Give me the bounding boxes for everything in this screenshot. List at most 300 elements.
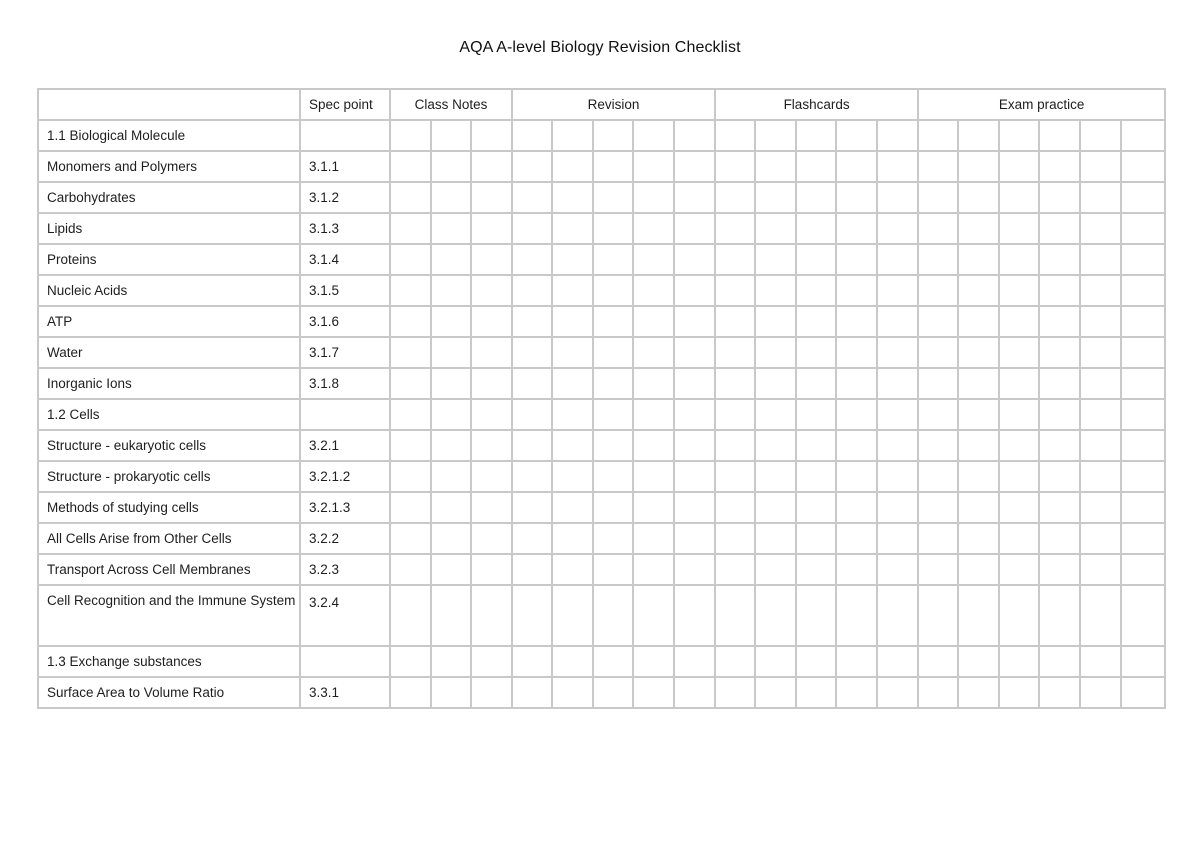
flashcards-box[interactable] <box>715 120 755 151</box>
exam-practice-box[interactable] <box>918 430 958 461</box>
exam-practice-box[interactable] <box>1080 244 1121 275</box>
flashcards-box[interactable] <box>836 182 877 213</box>
revision-box[interactable] <box>674 492 715 523</box>
exam-practice-box[interactable] <box>958 275 999 306</box>
flashcards-box[interactable] <box>836 368 877 399</box>
class-notes-box[interactable] <box>431 306 471 337</box>
exam-practice-box[interactable] <box>1039 677 1080 708</box>
flashcards-box[interactable] <box>755 151 796 182</box>
revision-box[interactable] <box>593 646 633 677</box>
class-notes-box[interactable] <box>431 554 471 585</box>
flashcards-box[interactable] <box>755 677 796 708</box>
flashcards-box[interactable] <box>836 151 877 182</box>
exam-practice-box[interactable] <box>1039 554 1080 585</box>
exam-practice-box[interactable] <box>999 182 1039 213</box>
revision-box[interactable] <box>552 492 593 523</box>
exam-practice-box[interactable] <box>958 585 999 646</box>
revision-box[interactable] <box>593 554 633 585</box>
revision-box[interactable] <box>633 523 674 554</box>
exam-practice-box[interactable] <box>958 554 999 585</box>
revision-box[interactable] <box>512 461 552 492</box>
exam-practice-box[interactable] <box>1121 120 1165 151</box>
revision-box[interactable] <box>593 523 633 554</box>
class-notes-box[interactable] <box>390 399 431 430</box>
flashcards-box[interactable] <box>877 337 918 368</box>
flashcards-box[interactable] <box>877 677 918 708</box>
flashcards-box[interactable] <box>796 213 836 244</box>
revision-box[interactable] <box>633 554 674 585</box>
class-notes-box[interactable] <box>431 646 471 677</box>
revision-box[interactable] <box>552 368 593 399</box>
revision-box[interactable] <box>593 120 633 151</box>
revision-box[interactable] <box>633 646 674 677</box>
flashcards-box[interactable] <box>796 492 836 523</box>
revision-box[interactable] <box>633 120 674 151</box>
exam-practice-box[interactable] <box>1039 182 1080 213</box>
revision-box[interactable] <box>512 244 552 275</box>
exam-practice-box[interactable] <box>1080 554 1121 585</box>
exam-practice-box[interactable] <box>1080 492 1121 523</box>
revision-box[interactable] <box>593 337 633 368</box>
exam-practice-box[interactable] <box>958 306 999 337</box>
exam-practice-box[interactable] <box>918 244 958 275</box>
revision-box[interactable] <box>633 337 674 368</box>
flashcards-box[interactable] <box>796 461 836 492</box>
class-notes-box[interactable] <box>471 120 512 151</box>
class-notes-box[interactable] <box>471 646 512 677</box>
exam-practice-box[interactable] <box>999 275 1039 306</box>
class-notes-box[interactable] <box>390 306 431 337</box>
flashcards-box[interactable] <box>715 399 755 430</box>
revision-box[interactable] <box>674 120 715 151</box>
revision-box[interactable] <box>512 523 552 554</box>
flashcards-box[interactable] <box>755 368 796 399</box>
flashcards-box[interactable] <box>755 306 796 337</box>
revision-box[interactable] <box>552 244 593 275</box>
revision-box[interactable] <box>552 585 593 646</box>
flashcards-box[interactable] <box>755 244 796 275</box>
flashcards-box[interactable] <box>755 120 796 151</box>
flashcards-box[interactable] <box>715 151 755 182</box>
exam-practice-box[interactable] <box>1080 275 1121 306</box>
class-notes-box[interactable] <box>471 337 512 368</box>
revision-box[interactable] <box>633 244 674 275</box>
exam-practice-box[interactable] <box>1080 120 1121 151</box>
flashcards-box[interactable] <box>877 399 918 430</box>
class-notes-box[interactable] <box>390 151 431 182</box>
class-notes-box[interactable] <box>390 368 431 399</box>
flashcards-box[interactable] <box>796 646 836 677</box>
flashcards-box[interactable] <box>877 182 918 213</box>
flashcards-box[interactable] <box>836 554 877 585</box>
class-notes-box[interactable] <box>431 182 471 213</box>
exam-practice-box[interactable] <box>918 151 958 182</box>
class-notes-box[interactable] <box>431 585 471 646</box>
flashcards-box[interactable] <box>877 554 918 585</box>
revision-box[interactable] <box>674 368 715 399</box>
flashcards-box[interactable] <box>796 151 836 182</box>
flashcards-box[interactable] <box>715 646 755 677</box>
revision-box[interactable] <box>593 151 633 182</box>
flashcards-box[interactable] <box>877 306 918 337</box>
exam-practice-box[interactable] <box>1080 585 1121 646</box>
class-notes-box[interactable] <box>431 677 471 708</box>
class-notes-box[interactable] <box>390 554 431 585</box>
exam-practice-box[interactable] <box>999 523 1039 554</box>
revision-box[interactable] <box>633 677 674 708</box>
flashcards-box[interactable] <box>715 492 755 523</box>
class-notes-box[interactable] <box>431 120 471 151</box>
revision-box[interactable] <box>633 585 674 646</box>
revision-box[interactable] <box>593 275 633 306</box>
revision-box[interactable] <box>674 213 715 244</box>
class-notes-box[interactable] <box>390 492 431 523</box>
revision-box[interactable] <box>552 646 593 677</box>
revision-box[interactable] <box>593 306 633 337</box>
flashcards-box[interactable] <box>836 120 877 151</box>
flashcards-box[interactable] <box>796 554 836 585</box>
flashcards-box[interactable] <box>796 306 836 337</box>
class-notes-box[interactable] <box>471 151 512 182</box>
exam-practice-box[interactable] <box>1121 306 1165 337</box>
flashcards-box[interactable] <box>715 306 755 337</box>
exam-practice-box[interactable] <box>999 492 1039 523</box>
revision-box[interactable] <box>674 646 715 677</box>
exam-practice-box[interactable] <box>918 368 958 399</box>
revision-box[interactable] <box>674 182 715 213</box>
flashcards-box[interactable] <box>715 244 755 275</box>
exam-practice-box[interactable] <box>918 337 958 368</box>
exam-practice-box[interactable] <box>1080 368 1121 399</box>
exam-practice-box[interactable] <box>1080 430 1121 461</box>
exam-practice-box[interactable] <box>1039 492 1080 523</box>
exam-practice-box[interactable] <box>958 461 999 492</box>
revision-box[interactable] <box>512 182 552 213</box>
exam-practice-box[interactable] <box>1039 461 1080 492</box>
revision-box[interactable] <box>552 306 593 337</box>
class-notes-box[interactable] <box>390 677 431 708</box>
revision-box[interactable] <box>674 275 715 306</box>
revision-box[interactable] <box>552 182 593 213</box>
flashcards-box[interactable] <box>715 430 755 461</box>
flashcards-box[interactable] <box>715 337 755 368</box>
exam-practice-box[interactable] <box>1121 554 1165 585</box>
revision-box[interactable] <box>593 677 633 708</box>
flashcards-box[interactable] <box>877 213 918 244</box>
exam-practice-box[interactable] <box>999 554 1039 585</box>
class-notes-box[interactable] <box>431 461 471 492</box>
exam-practice-box[interactable] <box>1039 646 1080 677</box>
exam-practice-box[interactable] <box>1080 182 1121 213</box>
revision-box[interactable] <box>552 275 593 306</box>
flashcards-box[interactable] <box>796 182 836 213</box>
class-notes-box[interactable] <box>471 430 512 461</box>
flashcards-box[interactable] <box>755 337 796 368</box>
revision-box[interactable] <box>674 244 715 275</box>
flashcards-box[interactable] <box>796 337 836 368</box>
class-notes-box[interactable] <box>471 523 512 554</box>
revision-box[interactable] <box>512 368 552 399</box>
exam-practice-box[interactable] <box>999 430 1039 461</box>
revision-box[interactable] <box>512 151 552 182</box>
exam-practice-box[interactable] <box>1121 523 1165 554</box>
revision-box[interactable] <box>674 399 715 430</box>
revision-box[interactable] <box>674 337 715 368</box>
exam-practice-box[interactable] <box>999 368 1039 399</box>
class-notes-box[interactable] <box>431 337 471 368</box>
flashcards-box[interactable] <box>877 120 918 151</box>
exam-practice-box[interactable] <box>918 182 958 213</box>
flashcards-box[interactable] <box>755 461 796 492</box>
exam-practice-box[interactable] <box>918 646 958 677</box>
flashcards-box[interactable] <box>715 461 755 492</box>
exam-practice-box[interactable] <box>918 554 958 585</box>
revision-box[interactable] <box>552 213 593 244</box>
revision-box[interactable] <box>593 461 633 492</box>
revision-box[interactable] <box>633 461 674 492</box>
revision-box[interactable] <box>593 213 633 244</box>
flashcards-box[interactable] <box>796 399 836 430</box>
revision-box[interactable] <box>674 306 715 337</box>
flashcards-box[interactable] <box>796 244 836 275</box>
revision-box[interactable] <box>512 646 552 677</box>
exam-practice-box[interactable] <box>918 585 958 646</box>
revision-box[interactable] <box>512 120 552 151</box>
exam-practice-box[interactable] <box>918 523 958 554</box>
class-notes-box[interactable] <box>471 275 512 306</box>
exam-practice-box[interactable] <box>918 275 958 306</box>
class-notes-box[interactable] <box>431 275 471 306</box>
revision-box[interactable] <box>512 430 552 461</box>
exam-practice-box[interactable] <box>958 151 999 182</box>
class-notes-box[interactable] <box>471 368 512 399</box>
flashcards-box[interactable] <box>836 275 877 306</box>
exam-practice-box[interactable] <box>999 399 1039 430</box>
exam-practice-box[interactable] <box>999 677 1039 708</box>
flashcards-box[interactable] <box>755 646 796 677</box>
exam-practice-box[interactable] <box>1039 213 1080 244</box>
revision-box[interactable] <box>552 337 593 368</box>
flashcards-box[interactable] <box>877 523 918 554</box>
exam-practice-box[interactable] <box>999 585 1039 646</box>
flashcards-box[interactable] <box>836 337 877 368</box>
class-notes-box[interactable] <box>471 554 512 585</box>
flashcards-box[interactable] <box>836 585 877 646</box>
revision-box[interactable] <box>593 399 633 430</box>
revision-box[interactable] <box>593 585 633 646</box>
class-notes-box[interactable] <box>471 399 512 430</box>
exam-practice-box[interactable] <box>999 213 1039 244</box>
class-notes-box[interactable] <box>431 151 471 182</box>
exam-practice-box[interactable] <box>918 492 958 523</box>
flashcards-box[interactable] <box>755 430 796 461</box>
class-notes-box[interactable] <box>431 523 471 554</box>
flashcards-box[interactable] <box>715 585 755 646</box>
exam-practice-box[interactable] <box>1039 151 1080 182</box>
flashcards-box[interactable] <box>796 677 836 708</box>
class-notes-box[interactable] <box>390 275 431 306</box>
exam-practice-box[interactable] <box>918 306 958 337</box>
class-notes-box[interactable] <box>390 244 431 275</box>
flashcards-box[interactable] <box>755 492 796 523</box>
revision-box[interactable] <box>552 554 593 585</box>
exam-practice-box[interactable] <box>1121 182 1165 213</box>
revision-box[interactable] <box>674 151 715 182</box>
class-notes-box[interactable] <box>431 244 471 275</box>
flashcards-box[interactable] <box>877 368 918 399</box>
class-notes-box[interactable] <box>471 461 512 492</box>
exam-practice-box[interactable] <box>1121 399 1165 430</box>
flashcards-box[interactable] <box>755 275 796 306</box>
flashcards-box[interactable] <box>796 368 836 399</box>
revision-box[interactable] <box>674 461 715 492</box>
exam-practice-box[interactable] <box>958 523 999 554</box>
exam-practice-box[interactable] <box>918 461 958 492</box>
flashcards-box[interactable] <box>836 244 877 275</box>
revision-box[interactable] <box>633 213 674 244</box>
revision-box[interactable] <box>552 151 593 182</box>
flashcards-box[interactable] <box>877 244 918 275</box>
revision-box[interactable] <box>593 492 633 523</box>
exam-practice-box[interactable] <box>999 151 1039 182</box>
flashcards-box[interactable] <box>755 554 796 585</box>
flashcards-box[interactable] <box>836 461 877 492</box>
exam-practice-box[interactable] <box>1121 275 1165 306</box>
exam-practice-box[interactable] <box>1039 306 1080 337</box>
exam-practice-box[interactable] <box>999 646 1039 677</box>
revision-box[interactable] <box>512 213 552 244</box>
class-notes-box[interactable] <box>471 213 512 244</box>
class-notes-box[interactable] <box>390 646 431 677</box>
flashcards-box[interactable] <box>796 120 836 151</box>
revision-box[interactable] <box>552 461 593 492</box>
exam-practice-box[interactable] <box>1039 399 1080 430</box>
flashcards-box[interactable] <box>755 399 796 430</box>
flashcards-box[interactable] <box>877 275 918 306</box>
revision-box[interactable] <box>674 430 715 461</box>
exam-practice-box[interactable] <box>1080 461 1121 492</box>
flashcards-box[interactable] <box>877 461 918 492</box>
exam-practice-box[interactable] <box>1121 677 1165 708</box>
exam-practice-box[interactable] <box>1080 677 1121 708</box>
revision-box[interactable] <box>512 275 552 306</box>
flashcards-box[interactable] <box>755 182 796 213</box>
class-notes-box[interactable] <box>431 368 471 399</box>
class-notes-box[interactable] <box>471 182 512 213</box>
revision-box[interactable] <box>512 677 552 708</box>
revision-box[interactable] <box>552 523 593 554</box>
class-notes-box[interactable] <box>390 213 431 244</box>
flashcards-box[interactable] <box>836 430 877 461</box>
exam-practice-box[interactable] <box>918 399 958 430</box>
exam-practice-box[interactable] <box>958 677 999 708</box>
exam-practice-box[interactable] <box>999 306 1039 337</box>
revision-box[interactable] <box>593 368 633 399</box>
exam-practice-box[interactable] <box>999 244 1039 275</box>
flashcards-box[interactable] <box>715 182 755 213</box>
class-notes-box[interactable] <box>471 244 512 275</box>
revision-box[interactable] <box>674 554 715 585</box>
revision-box[interactable] <box>593 244 633 275</box>
revision-box[interactable] <box>552 120 593 151</box>
exam-practice-box[interactable] <box>1121 151 1165 182</box>
exam-practice-box[interactable] <box>1039 337 1080 368</box>
flashcards-box[interactable] <box>715 275 755 306</box>
revision-box[interactable] <box>633 399 674 430</box>
exam-practice-box[interactable] <box>918 213 958 244</box>
flashcards-box[interactable] <box>796 430 836 461</box>
revision-box[interactable] <box>633 275 674 306</box>
flashcards-box[interactable] <box>715 554 755 585</box>
exam-practice-box[interactable] <box>918 120 958 151</box>
flashcards-box[interactable] <box>755 585 796 646</box>
exam-practice-box[interactable] <box>1039 368 1080 399</box>
exam-practice-box[interactable] <box>1080 337 1121 368</box>
exam-practice-box[interactable] <box>1080 306 1121 337</box>
revision-box[interactable] <box>633 430 674 461</box>
exam-practice-box[interactable] <box>1039 430 1080 461</box>
exam-practice-box[interactable] <box>958 368 999 399</box>
exam-practice-box[interactable] <box>999 461 1039 492</box>
flashcards-box[interactable] <box>715 213 755 244</box>
revision-box[interactable] <box>512 337 552 368</box>
exam-practice-box[interactable] <box>1039 244 1080 275</box>
exam-practice-box[interactable] <box>958 646 999 677</box>
class-notes-box[interactable] <box>471 492 512 523</box>
exam-practice-box[interactable] <box>958 244 999 275</box>
exam-practice-box[interactable] <box>1080 646 1121 677</box>
class-notes-box[interactable] <box>471 306 512 337</box>
flashcards-box[interactable] <box>836 213 877 244</box>
revision-box[interactable] <box>552 399 593 430</box>
flashcards-box[interactable] <box>836 306 877 337</box>
exam-practice-box[interactable] <box>999 120 1039 151</box>
revision-box[interactable] <box>633 368 674 399</box>
exam-practice-box[interactable] <box>958 213 999 244</box>
flashcards-box[interactable] <box>715 368 755 399</box>
revision-box[interactable] <box>633 306 674 337</box>
class-notes-box[interactable] <box>390 461 431 492</box>
flashcards-box[interactable] <box>796 585 836 646</box>
class-notes-box[interactable] <box>390 337 431 368</box>
exam-practice-box[interactable] <box>1080 399 1121 430</box>
revision-box[interactable] <box>633 151 674 182</box>
revision-box[interactable] <box>512 492 552 523</box>
revision-box[interactable] <box>512 554 552 585</box>
exam-practice-box[interactable] <box>1039 120 1080 151</box>
exam-practice-box[interactable] <box>1121 646 1165 677</box>
exam-practice-box[interactable] <box>958 337 999 368</box>
class-notes-box[interactable] <box>390 585 431 646</box>
class-notes-box[interactable] <box>431 430 471 461</box>
flashcards-box[interactable] <box>836 523 877 554</box>
flashcards-box[interactable] <box>796 523 836 554</box>
exam-practice-box[interactable] <box>1121 585 1165 646</box>
flashcards-box[interactable] <box>755 523 796 554</box>
revision-box[interactable] <box>512 306 552 337</box>
exam-practice-box[interactable] <box>1121 244 1165 275</box>
exam-practice-box[interactable] <box>958 430 999 461</box>
exam-practice-box[interactable] <box>999 337 1039 368</box>
exam-practice-box[interactable] <box>918 677 958 708</box>
revision-box[interactable] <box>593 430 633 461</box>
revision-box[interactable] <box>552 677 593 708</box>
class-notes-box[interactable] <box>431 399 471 430</box>
flashcards-box[interactable] <box>877 585 918 646</box>
flashcards-box[interactable] <box>836 399 877 430</box>
revision-box[interactable] <box>512 585 552 646</box>
class-notes-box[interactable] <box>390 430 431 461</box>
